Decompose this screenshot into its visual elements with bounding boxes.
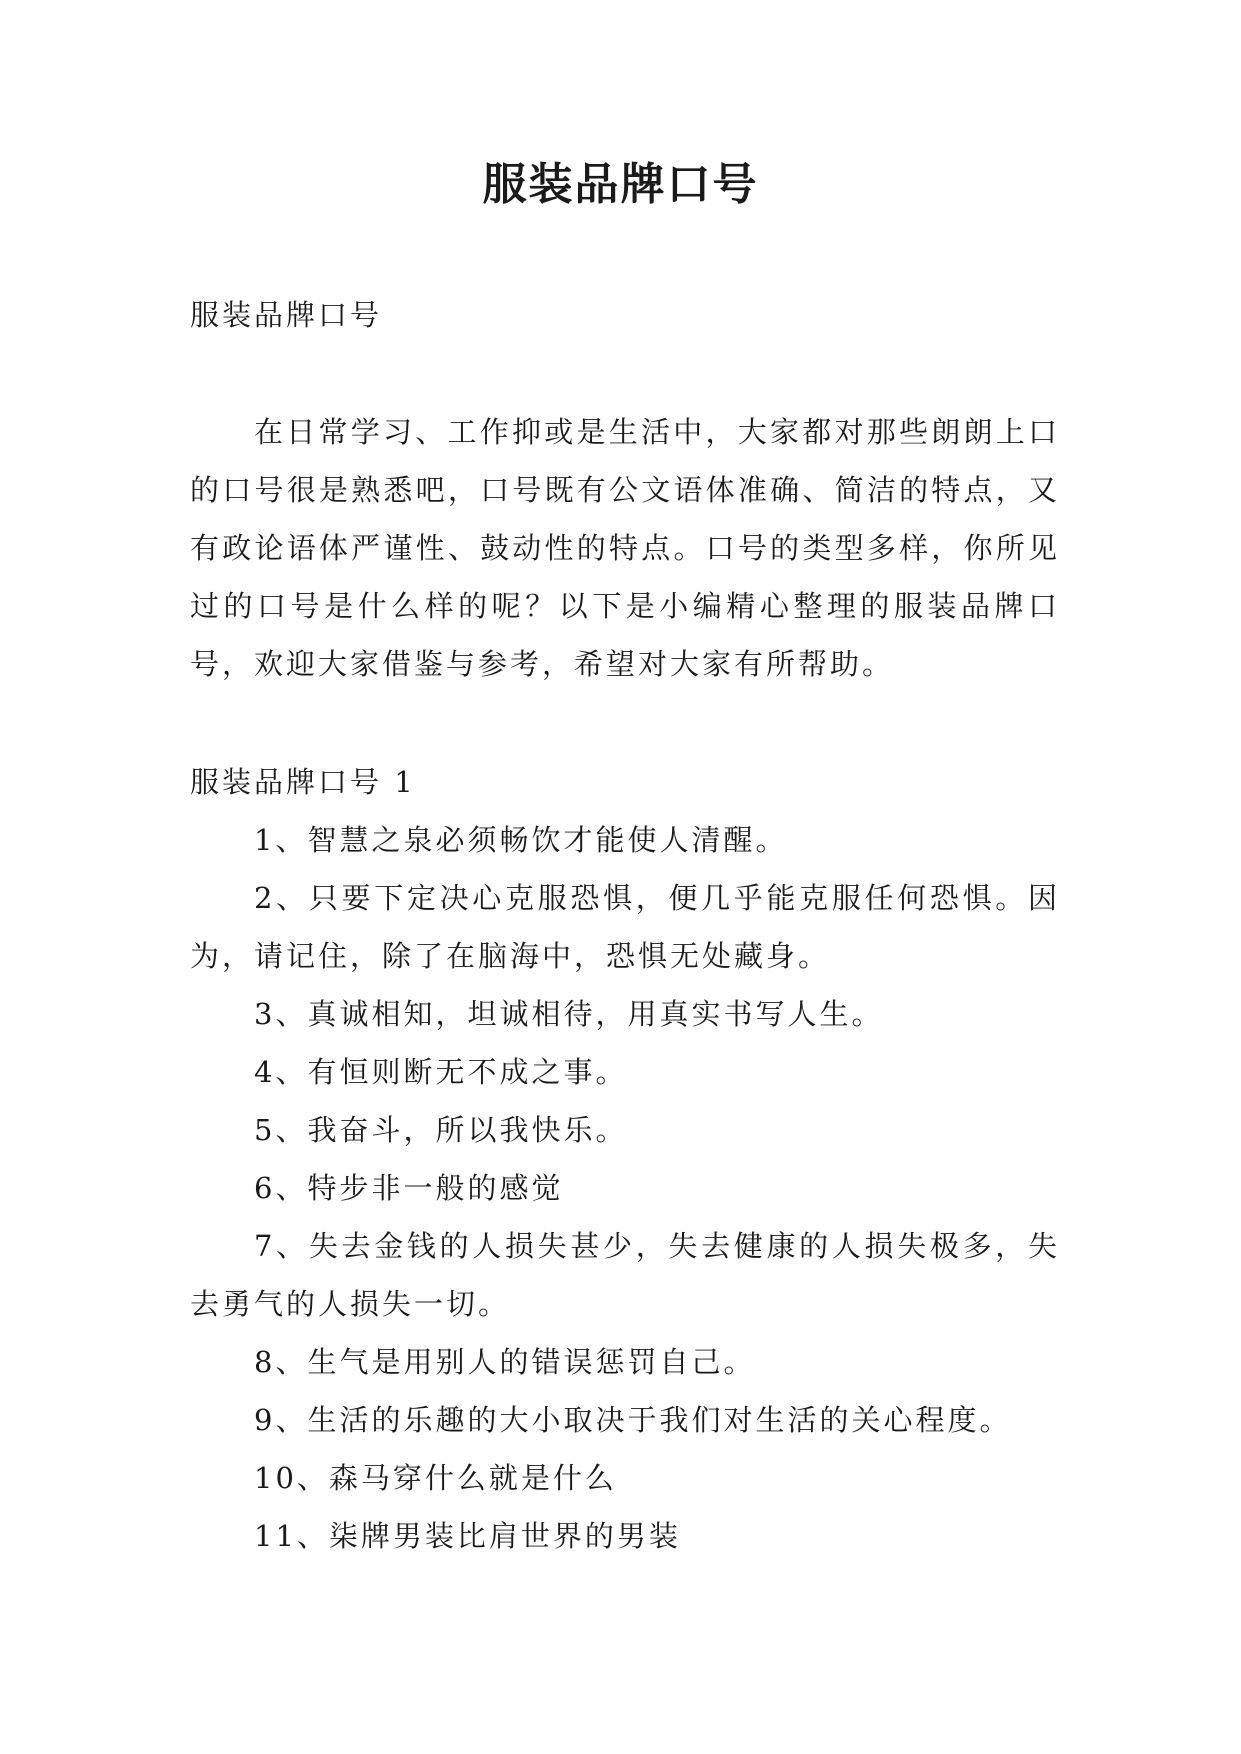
list-item: 11、柒牌男装比肩世界的男装 (254, 1519, 681, 1553)
slogan-list (190, 811, 1060, 1565)
list-item: 7、失去金钱的人损失甚少，失去健康的人损失极多，失去勇气的人损失一切。 (190, 1229, 1060, 1321)
page-title: 服装品牌口号 (482, 159, 759, 210)
list-item: 3、真诚相知，坦诚相待，用真实书写人生。 (254, 997, 884, 1031)
list-item: 10、森马穿什么就是什么 (254, 1461, 617, 1495)
list-item: 8、生气是用别人的错误惩罚自己。 (254, 1345, 756, 1379)
list-item: 1、智慧之泉必须畅饮才能使人清醒。 (254, 823, 788, 857)
document-subtitle: 服装品牌口号 (190, 298, 383, 332)
intro-paragraph: 在日常学习、工作抑或是生活中，大家都对那些朗朗上口的口号很是熟悉吧，口号既有公文语体准确、简洁的特点，又有政论语体严谨性、鼓动性的特点。口号的类型多样，你所见过的口号是什么样的呢？以下是小编精心整理的服装品牌口号，欢迎大家借鉴与参考，希望对大家有所帮助。 (190, 415, 1060, 681)
list-item: 2、只要下定决心克服恐惧，便几乎能克服任何恐惧。因为，请记住，除了在脑海中，恐惧无处藏身。 (190, 881, 1060, 973)
list-item: 9、生活的乐趣的大小取决于我们对生活的关心程度。 (254, 1403, 1012, 1437)
list-item: 6、特步非一般的感觉 (254, 1171, 564, 1205)
list-item: 4、有恒则断无不成之事。 (254, 1055, 628, 1089)
list-item: 5、我奋斗，所以我快乐。 (254, 1113, 628, 1147)
section-heading: 服装品牌口号 1 (190, 765, 416, 799)
